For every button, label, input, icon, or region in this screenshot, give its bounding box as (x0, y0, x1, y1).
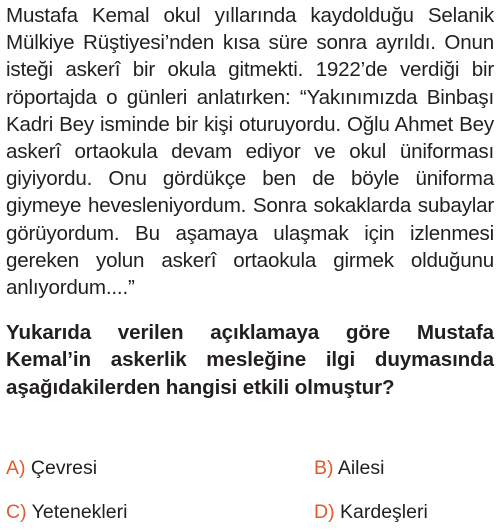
option-text: Ailesi (337, 457, 385, 479)
option-letter: A) (6, 457, 26, 479)
question-text: Yukarıda verilen açıklamaya göre Mustafa Kemal’in askerlik mesleğine ilgi duymasında aşağıdakilerden hangisi etkili olmuştur? (6, 321, 494, 399)
option-d[interactable] (314, 500, 428, 524)
option-a[interactable] (6, 456, 97, 480)
option-letter: D) (314, 501, 335, 523)
option-letter: C) (6, 501, 27, 523)
option-c[interactable] (6, 500, 127, 524)
question-page (6, 0, 494, 532)
option-text: Kardeşleri (340, 501, 428, 523)
passage-text: Mustafa Kemal okul yıllarında kaydolduğu Selanik Mülkiye Rüştiyesi’nden kısa süre sonra ayrıldı. Onun isteği askerî bir okula gitmekti. 1922’de verdiği bir röportajda o günleri anlatırken: “Yakınımızda Binbaşı Kadri Bey isminde bir kişi oturuyordu. Oğlu Ahmet Bey askerî ortaokula devam ediyor ve okul üniforması giyiyordu. Onu gördükçe ben de böyle üniforma giymeye hevesleniyordum. Sonra sokaklarda subaylar görüyordum. Bu aşamaya ulaşmak için izlenmesi gereken yolun askerî ortaokula girmek olduğunu anlıyordum....” (6, 4, 494, 300)
option-text: Çevresi (30, 457, 98, 479)
option-letter: B) (314, 457, 334, 479)
option-b[interactable] (314, 456, 384, 480)
option-text: Yetenekleri (31, 501, 128, 523)
